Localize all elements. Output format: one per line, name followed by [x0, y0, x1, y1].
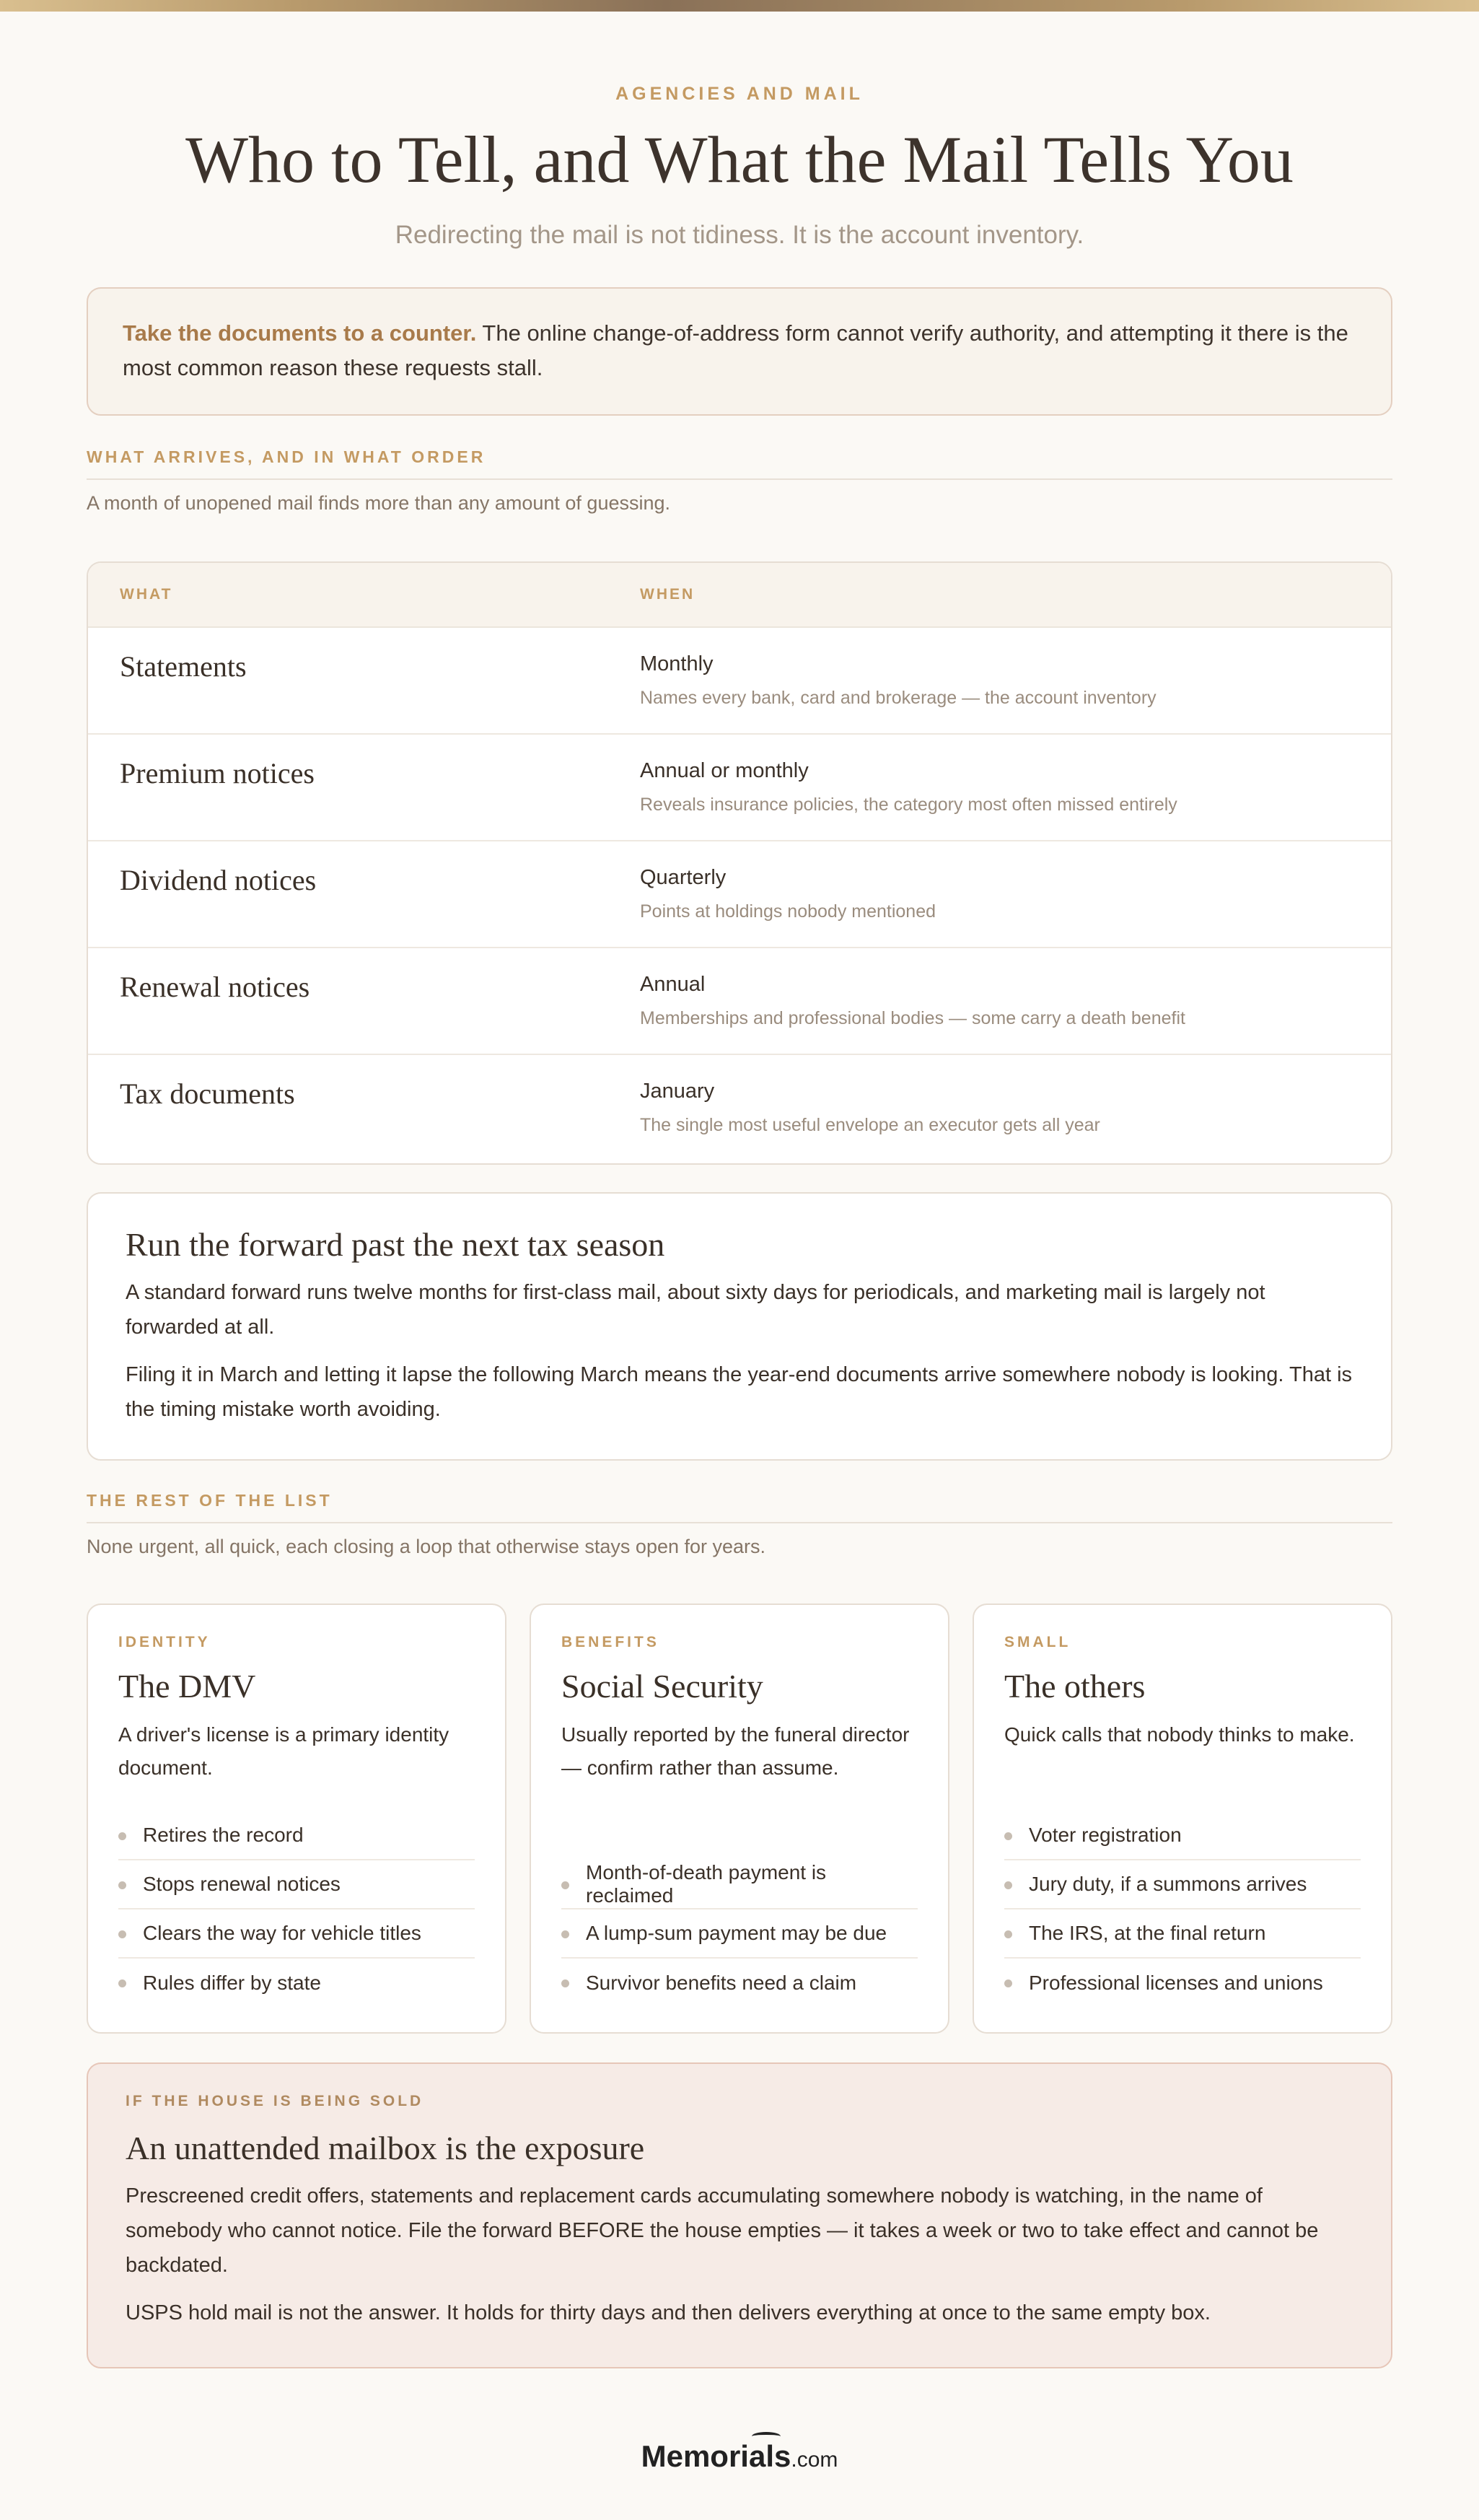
- list-item: [118, 1860, 475, 1909]
- bullet-icon: [561, 1930, 569, 1938]
- card-tag: SMALL: [1004, 1634, 1071, 1650]
- bullet-icon: [118, 1881, 126, 1889]
- list-item-text: Month-of-death payment is reclaimed: [586, 1861, 827, 1907]
- row-when-cell: [640, 628, 1157, 733]
- section-desc-mail-order: A month of unopened mail finds more than any amount of guessing.: [87, 492, 671, 514]
- row-note: Names every bank, card and brokerage — the account inventory: [640, 688, 1157, 708]
- mailbox-warning: [87, 2062, 1392, 2368]
- list-item: [561, 1959, 918, 2008]
- list-item: [118, 1959, 475, 2008]
- row-when: Monthly: [640, 652, 714, 675]
- table-row: [88, 628, 1391, 735]
- card-list: [561, 1860, 918, 2008]
- eyebrow: AGENCIES AND MAIL: [615, 84, 864, 104]
- row-when: Annual or monthly: [640, 759, 809, 782]
- card-tag: IDENTITY: [118, 1634, 211, 1650]
- card-title: Social Security: [561, 1668, 763, 1705]
- list-item: [1004, 1860, 1361, 1909]
- bullet-icon: [118, 1832, 126, 1840]
- section-label-mail-order: WHAT ARRIVES, AND IN WHAT ORDER: [87, 447, 1392, 480]
- mail-table: [87, 561, 1392, 1165]
- row-when: January: [640, 1080, 715, 1103]
- card-list: [1004, 1811, 1361, 2008]
- table-row: [88, 948, 1391, 1055]
- list-item-text: Professional licenses and unions: [1029, 1972, 1323, 1994]
- header-what: WHAT: [120, 586, 173, 603]
- list-item: [118, 1909, 475, 1959]
- row-note: The single most useful envelope an executor gets all year: [640, 1115, 1100, 1135]
- list-item: [1004, 1811, 1361, 1860]
- row-what: Statements: [120, 650, 247, 683]
- bullet-icon: [118, 1930, 126, 1938]
- row-what: Tax documents: [120, 1077, 295, 1110]
- bullet-icon: [1004, 1930, 1012, 1938]
- mailbox-paragraph: Prescreened credit offers, statements and replacement cards accumulating somewhere nobody is watching, in the name of somebody who cannot notice. File the forward BEFORE the house empties — it takes a week or two to take effect and cannot be backdated.: [126, 2184, 1319, 2277]
- row-when: Annual: [640, 973, 706, 996]
- list-item-text: Retires the record: [143, 1824, 304, 1846]
- list-item: [561, 1860, 918, 1909]
- section-desc-rest: None urgent, all quick, each closing a loop that otherwise stays open for years.: [87, 1536, 766, 1557]
- list-item-text: Survivor benefits need a claim: [586, 1972, 857, 1994]
- logo-suffix: .com: [791, 2448, 838, 2472]
- logo-swoosh-icon: [752, 2432, 781, 2441]
- row-what: Renewal notices: [120, 971, 310, 1003]
- list-item-text: Clears the way for vehicle titles: [143, 1922, 421, 1944]
- bullet-icon: [561, 1979, 569, 1987]
- table-header: [88, 563, 1391, 628]
- row-note: Points at holdings nobody mentioned: [640, 901, 936, 922]
- forward-paragraph: A standard forward runs twelve months for first-class mail, about sixty days for periodicals, and marketing mail is largely not forwarded at all.: [126, 1281, 1265, 1339]
- list-item-text: A lump-sum payment may be due: [586, 1922, 887, 1944]
- forward-paragraph: Filing it in March and letting it lapse the following March means the year-end documents arrive somewhere nobody is looking. That is the timing mistake worth avoiding.: [126, 1363, 1353, 1421]
- page-title: Who to Tell, and What the Mail Tells You: [185, 123, 1294, 196]
- top-accent-bar: [0, 0, 1479, 12]
- list-item-text: Stops renewal notices: [143, 1873, 341, 1895]
- card-title: The others: [1004, 1668, 1146, 1705]
- row-when: Quarterly: [640, 866, 727, 889]
- list-item-text: Voter registration: [1029, 1824, 1182, 1846]
- bullet-icon: [561, 1881, 569, 1889]
- row-what: Premium notices: [120, 757, 315, 789]
- card-desc: Usually reported by the funeral director — confirm rather than assume.: [561, 1723, 910, 1779]
- card-tag: BENEFITS: [561, 1634, 659, 1650]
- table-row: [88, 1055, 1391, 1162]
- list-item-text: Jury duty, if a summons arrives: [1029, 1873, 1307, 1895]
- list-item: [1004, 1909, 1361, 1959]
- card-desc: Quick calls that nobody thinks to make.: [1004, 1723, 1355, 1746]
- card-list: [118, 1811, 475, 2008]
- memorials-logo[interactable]: [87, 2439, 1392, 2474]
- agency-cards: [87, 1604, 1392, 2034]
- bullet-icon: [1004, 1881, 1012, 1889]
- forward-card: [87, 1192, 1392, 1461]
- counter-callout: [87, 287, 1392, 416]
- card-others: [973, 1604, 1392, 2034]
- bullet-icon: [1004, 1832, 1012, 1840]
- row-what: Dividend notices: [120, 864, 317, 896]
- mailbox-paragraph: USPS hold mail is not the answer. It holds for thirty days and then delivers everything at once to the same empty box.: [126, 2301, 1211, 2324]
- list-item: [118, 1811, 475, 1860]
- mailbox-title: An unattended mailbox is the exposure: [126, 2130, 645, 2166]
- list-item-text: The IRS, at the final return: [1029, 1922, 1266, 1944]
- bullet-icon: [1004, 1979, 1012, 1987]
- list-item: [561, 1909, 918, 1959]
- row-when-cell: [640, 735, 1177, 840]
- card-title: The DMV: [118, 1668, 256, 1705]
- table-row: [88, 735, 1391, 841]
- row-note: Reveals insurance policies, the category most often missed entirely: [640, 795, 1177, 815]
- card-desc: A driver's license is a primary identity document.: [118, 1723, 449, 1779]
- list-item-text: Rules differ by state: [143, 1972, 321, 1994]
- section-label-rest: THE REST OF THE LIST: [87, 1491, 1392, 1523]
- page-subtitle: Redirecting the mail is not tidiness. It is the account inventory.: [395, 221, 1084, 249]
- mailbox-tag: IF THE HOUSE IS BEING SOLD: [126, 2093, 424, 2109]
- card-dmv: [87, 1604, 506, 2034]
- row-when-cell: [640, 841, 936, 947]
- forward-title: Run the forward past the next tax season: [126, 1226, 665, 1263]
- row-when-cell: [640, 948, 1185, 1054]
- row-note: Memberships and professional bodies — some carry a death benefit: [640, 1008, 1185, 1028]
- callout-text: The online change-of-address form cannot verify authority, and attempting it there is the most common reason these requests stall.: [123, 320, 1348, 380]
- bullet-icon: [118, 1979, 126, 1987]
- header-when: WHEN: [640, 586, 695, 603]
- logo-brand: Memorials: [641, 2439, 791, 2473]
- row-when-cell: [640, 1055, 1100, 1162]
- card-social-security: [530, 1604, 949, 2034]
- list-item: [1004, 1959, 1361, 2008]
- table-row: [88, 841, 1391, 948]
- callout-bold: Take the documents to a counter.: [123, 320, 477, 346]
